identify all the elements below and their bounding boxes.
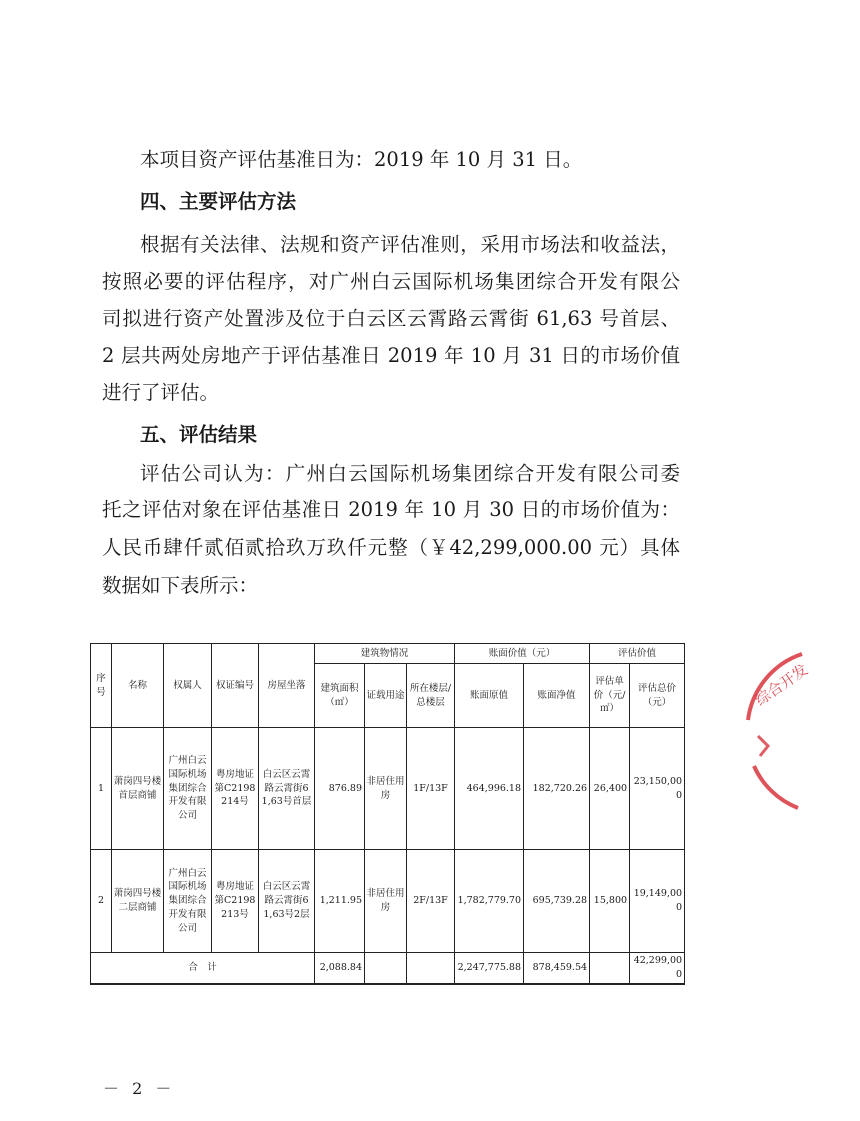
header-floor: 所在楼层/总楼层 — [407, 664, 455, 728]
result-line-2: 托之评估对象在评估基准日 2019 年 10 月 30 日的市场价值为： — [102, 498, 680, 521]
cell-book-original: 1,782,779.70 — [455, 850, 524, 953]
section-4-heading: 四、主要评估方法 — [140, 190, 297, 213]
total-label: 合 计 — [91, 953, 315, 984]
header-usage: 证载用途 — [365, 664, 407, 728]
cell-area: 1,211.95 — [315, 850, 365, 953]
method-line-5: 进行了评估。 — [102, 381, 220, 404]
result-line-4: 数据如下表所示： — [102, 574, 259, 597]
cell-unit-price: 15,800 — [590, 850, 630, 953]
cell-total: 19,149,000 — [630, 850, 685, 953]
result-line-3: 人民币肆仟贰佰贰拾玖万玖仟元整（￥42,299,000.00 元）具体 — [102, 536, 680, 559]
cell-book-original: 464,996.18 — [455, 728, 524, 850]
header-book-net: 账面净值 — [524, 664, 590, 728]
cell-unit-price: 26,400 — [590, 728, 630, 850]
method-line-3: 司拟进行资产处置涉及位于白云区云霄路云霄街 61,63 号首层、 — [102, 307, 680, 330]
total-usage-empty — [365, 953, 407, 984]
header-owner: 权属人 — [164, 644, 212, 728]
cell-cert: 粤房地证第C2198214号 — [212, 728, 259, 850]
page-number: － 2 － — [103, 1079, 176, 1098]
cell-name: 萧岗四号楼二层商铺 — [112, 850, 164, 953]
cell-seq: 2 — [91, 850, 112, 953]
table-row — [91, 728, 685, 850]
cell-book-net: 182,720.26 — [524, 728, 590, 850]
table-row — [91, 850, 685, 953]
total-book-net: 878,459.54 — [524, 953, 590, 984]
base-date-line: 本项目资产评估基准日为：2019 年 10 月 31 日。 — [140, 148, 583, 171]
cell-cert: 粤房地证第C2198213号 — [212, 850, 259, 953]
cell-floor: 1F/13F — [407, 728, 455, 850]
header-location: 房屋坐落 — [259, 644, 315, 728]
group-header-appraisal: 评估价值 — [590, 644, 685, 664]
header-unit-price: 评估单价（元/㎡） — [590, 664, 630, 728]
cell-seq: 1 — [91, 728, 112, 850]
method-line-4: 2 层共两处房地产于评估基准日 2019 年 10 月 31 日的市场价值 — [102, 344, 680, 367]
cell-location: 白云区云霄路云霄街61,63号2层 — [259, 850, 315, 953]
cell-location: 白云区云霄路云霄街61,63号首层 — [259, 728, 315, 850]
header-name: 名称 — [112, 644, 164, 728]
cell-floor: 2F/13F — [407, 850, 455, 953]
table-group-header-row — [91, 644, 685, 664]
total-appraisal: 42,299,000 — [630, 953, 685, 984]
header-book-original: 账面原值 — [455, 664, 524, 728]
cell-book-net: 695,739.28 — [524, 850, 590, 953]
header-total: 评估总价（元） — [630, 664, 685, 728]
method-line-1: 根据有关法律、法规和资产评估准则，采用市场法和收益法， — [140, 233, 680, 256]
result-line-1: 评估公司认为：广州白云国际机场集团综合开发有限公司委 — [140, 462, 680, 485]
header-area: 建筑面积（㎡） — [315, 664, 365, 728]
cell-owner: 广州白云国际机场集团综合开发有限公司 — [164, 728, 212, 850]
group-header-building: 建筑物情况 — [315, 644, 455, 664]
group-header-book-value: 账面价值（元） — [455, 644, 590, 664]
total-book-original: 2,247,775.88 — [455, 953, 524, 984]
total-area: 2,088.84 — [315, 953, 365, 984]
cell-area: 876.89 — [315, 728, 365, 850]
cell-usage: 非居住用房 — [365, 728, 407, 850]
total-unit-price-empty — [590, 953, 630, 984]
cell-name: 萧岗四号楼首层商铺 — [112, 728, 164, 850]
header-seq: 序号 — [91, 644, 112, 728]
asset-valuation-table — [90, 643, 685, 985]
method-line-2: 按照必要的评估程序，对广州白云国际机场集团综合开发有限公 — [102, 270, 680, 293]
stamp-text: 综合开发 — [751, 660, 812, 710]
header-cert: 权证编号 — [212, 644, 259, 728]
cell-usage: 非居住用房 — [365, 850, 407, 953]
cell-owner: 广州白云国际机场集团综合开发有限公司 — [164, 850, 212, 953]
section-5-heading: 五、评估结果 — [140, 423, 258, 446]
cell-total: 23,150,000 — [630, 728, 685, 850]
company-seal-stamp — [740, 648, 860, 818]
total-floor-empty — [407, 953, 455, 984]
table-total-row — [91, 953, 685, 984]
